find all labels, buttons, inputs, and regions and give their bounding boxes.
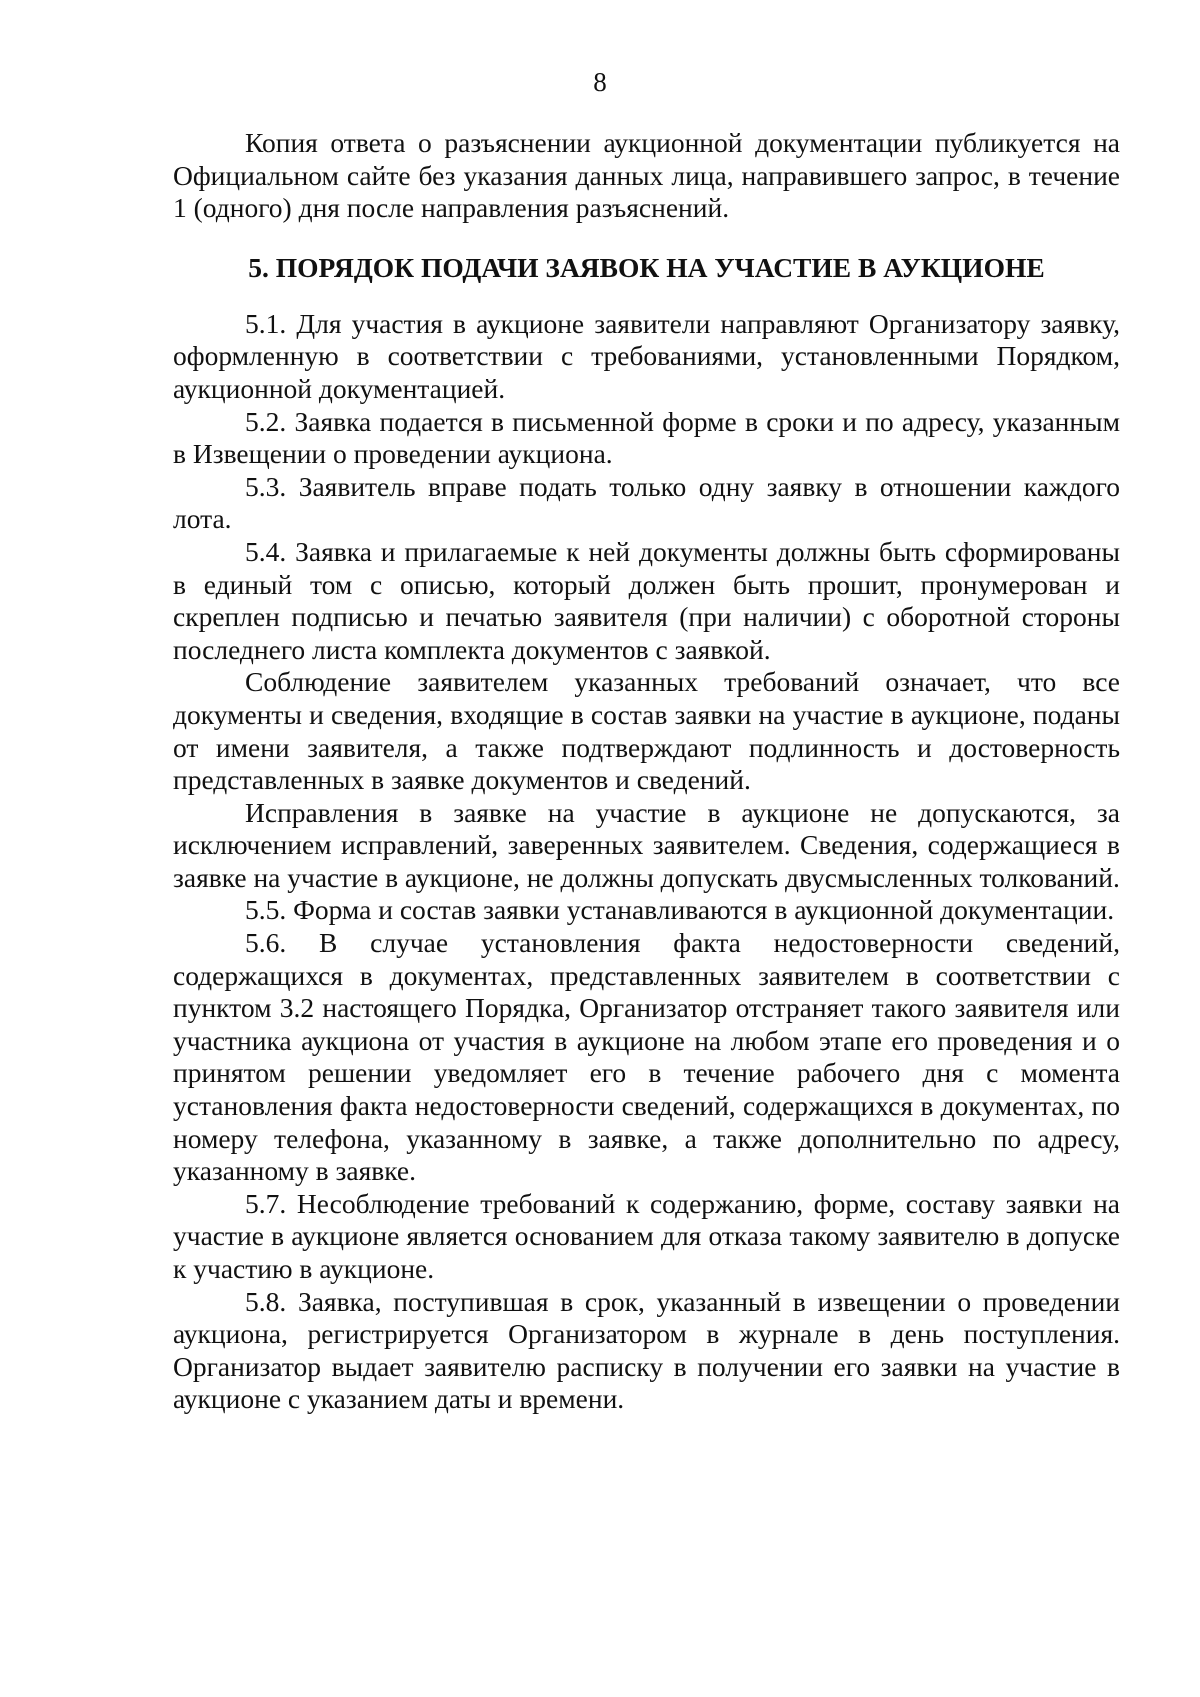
page-number: 8: [593, 67, 607, 97]
paragraph-5-8: 5.8. Заявка, поступившая в срок, указанный в извещении о проведении аукциона, регистрируется Организатором в журнале в день поступления. Организатор выдает заявителю расписку в получении его заявки на участие в аукционе с указанием даты и времени.: [173, 1285, 1120, 1415]
page-content: [173, 127, 1120, 1416]
paragraph-5-2: 5.2. Заявка подается в письменной форме в сроки и по адресу, указанным в Извещении о проведении аукциона.: [173, 405, 1120, 470]
paragraph-5-4: 5.4. Заявка и прилагаемые к ней документы должны быть сформированы в единый том с описью, который должен быть прошит, пронумерован и скреплен подписью и печатью заявителя (при наличии) с оборотной стороны последнего листа комплекта документов с заявкой.: [173, 535, 1120, 665]
paragraph-5-5: 5.5. Форма и состав заявки устанавливаются в аукционной документации.: [245, 894, 1115, 926]
section-heading: 5. ПОРЯДОК ПОДАЧИ ЗАЯВОК НА УЧАСТИЕ В АУКЦИОНЕ: [248, 251, 1045, 283]
paragraph-requirements-compliance: Соблюдение заявителем указанных требований означает, что все документы и сведения, входящие в состав заявки на участие в аукционе, поданы от имени заявителя, а также подтверждают подлинность и достоверность представленных в заявке документов и сведений.: [173, 666, 1120, 796]
paragraph-5-6: 5.6. В случае установления факта недостоверности сведений, содержащихся в документах, представленных заявителем в соответствии с пунктом 3.2 настоящего Порядка, Организатор отстраняет такого заявителя или участника аукциона от участия в аукционе на любом этапе его проведения и о принятом решении уведомляет его в течение рабочего дня с момента установления факта недостоверности сведений, содержащихся в документах, по номеру телефона, указанному в заявке, а также дополнительно по адресу, указанному в заявке.: [173, 927, 1120, 1187]
paragraph-corrections: Исправления в заявке на участие в аукционе не допускаются, за исключением исправлений, заверенных заявителем. Сведения, содержащиеся в заявке на участие в аукционе, не должны допускать двусмысленных толкований.: [173, 796, 1120, 893]
paragraph-5-3: 5.3. Заявитель вправе подать только одну заявку в отношении каждого лота.: [173, 470, 1120, 535]
paragraph-5-7: 5.7. Несоблюдение требований к содержанию, форме, составу заявки на участие в аукционе является основанием для отказа такому заявителю в допуске к участию в аукционе.: [173, 1187, 1120, 1284]
intro-paragraph: Копия ответа о разъяснении аукционной документации публикуется на Официальном сайте без указания данных лица, направившего запрос, в течение 1 (одного) дня после направления разъяснений.: [173, 127, 1120, 224]
paragraph-5-1: 5.1. Для участия в аукционе заявители направляют Организатору заявку, оформленную в соответствии с требованиями, установленными Порядком, аукционной документацией.: [173, 307, 1120, 404]
